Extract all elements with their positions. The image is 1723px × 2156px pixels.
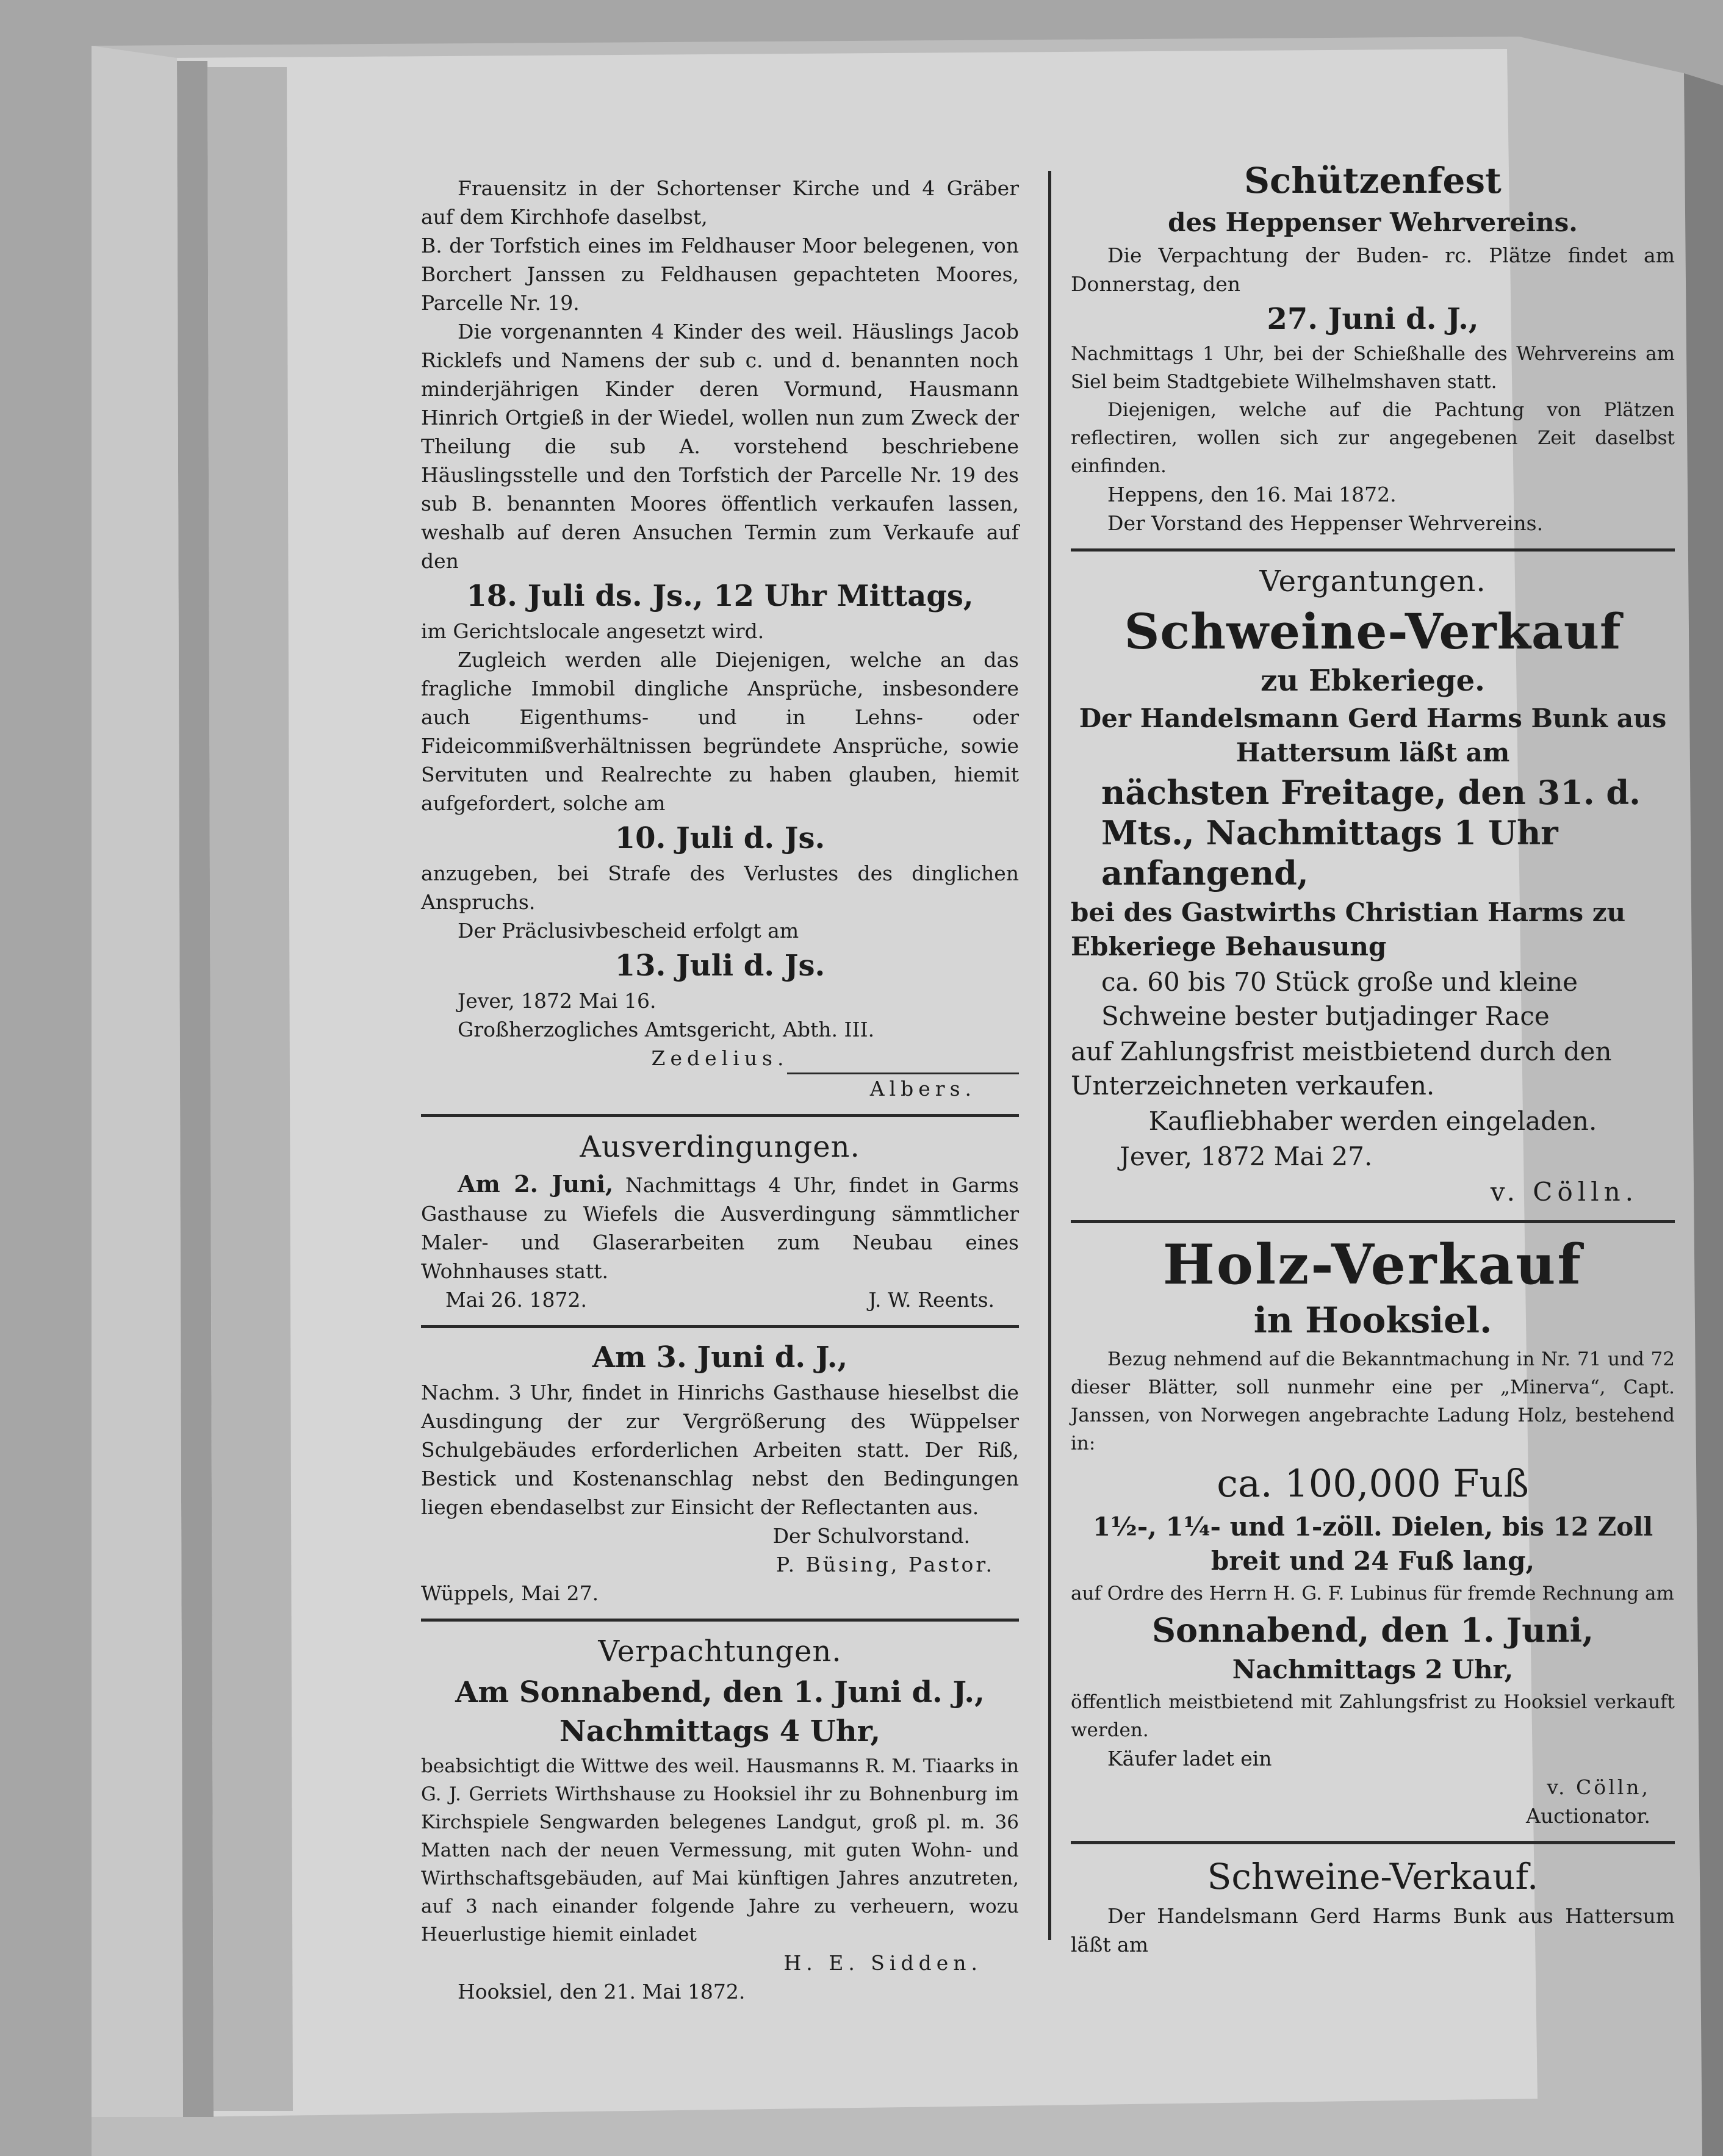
paragraph: Die Verpachtung der Buden- rc. Plätze findet am Donnerstag, den: [1071, 243, 1675, 296]
place-date: Jever, 1872 Mai 16.: [458, 989, 656, 1013]
separator: [421, 1325, 1019, 1328]
ad-subtitle: in Hooksiel.: [1253, 1299, 1492, 1341]
paragraph: Der Handelsmann Gerd Harms Bunk aus Hattersum läßt am: [1071, 1904, 1675, 1957]
footer-line: [421, 1285, 1019, 1314]
ad-subtitle: des Heppenser Wehrvereins.: [1168, 207, 1578, 237]
signature: H. E. Sidden.: [783, 1951, 982, 1975]
text-line: ca. 60 bis 70 Stück große und kleine Schweine bester butjadinger Race: [1101, 967, 1578, 1031]
paragraph: Nachm. 3 Uhr, findet in Hinrichs Gasthause hieselbst die Ausdingung der zur Vergrößerung des Wüppelser Schulgebäudes erforderlichen Arbeiten statt. Der Riß, Bestick und Kostenanschlag nebst den Bedingungen liegen ebendaselbst zur Einsicht der Reflectanten aus.: [421, 1381, 1019, 1519]
left-column: [421, 174, 1019, 2017]
paragraph: Frauensitz in der Schortenser Kirche und 4 Gräber auf dem Kirchhofe daselbst,: [421, 176, 1019, 229]
paragraph: Diejenigen, welche auf die Pachtung von Plätzen reflectiren, wollen sich zur angegebenen Zeit daselbst einfinden.: [1071, 399, 1675, 477]
date-heading: 27. Juni d. J.,: [1267, 302, 1479, 336]
paragraph: im Gerichtslocale angesetzt wird.: [421, 619, 764, 643]
right-column: [1071, 156, 1675, 1970]
paragraph: Nachmittags 1 Uhr, bei der Schießhalle des Wehrvereins am Siel beim Stadtgebiete Wilhelmshaven statt.: [1071, 343, 1675, 393]
notice-holz-verkauf: [1071, 1234, 1675, 1830]
paragraph: Käufer ladet ein: [1107, 1747, 1272, 1770]
place-date: Jever, 1872 Mai 27.: [1120, 1141, 1373, 1171]
date-heading: Sonnabend, den 1. Juni,: [1152, 1611, 1594, 1650]
paragraph: Der Präclusivbescheid erfolgt am: [458, 919, 799, 943]
place-date: Heppens, den 16. Mai 1872.: [1107, 483, 1397, 506]
paragraph: öffentlich meistbietend mit Zahlungsfrist zu Hooksiel verkauft werden.: [1071, 1691, 1675, 1741]
text-line: Kaufliebhaber werden eingeladen.: [1148, 1106, 1597, 1136]
date-heading: Am Sonnabend, den 1. Juni d. J.,: [455, 1675, 985, 1709]
spec-line: 1½-, 1¼- und 1-zöll. Dielen, bis 12 Zoll breit und 24 Fuß lang,: [1092, 1512, 1653, 1576]
notice-ausverdingung: [421, 1128, 1019, 1314]
ad-title: Holz-Verkauf: [1162, 1232, 1583, 1297]
ad-subtitle: zu Ebkeriege.: [1261, 664, 1485, 698]
text-line: Der Handelsmann Gerd Harms Bunk aus Hattersum läßt am: [1079, 703, 1667, 767]
signature: Albers.: [787, 1073, 1019, 1103]
separator: [1071, 548, 1675, 552]
signature: v. Cölln,: [1547, 1775, 1650, 1799]
paragraph: auf Ordre des Herrn H. G. F. Lubinus für fremde Rechnung am: [1071, 1583, 1674, 1604]
text-line: nächsten Freitage, den 31. d. Mts., Nachmittags 1 Uhr anfangend,: [1101, 773, 1641, 893]
separator: [421, 1114, 1019, 1117]
column-divider: [1048, 171, 1051, 1940]
notice-schweine-verkauf: [1071, 1855, 1675, 1959]
date-heading: Am 2. Juni,: [458, 1170, 614, 1198]
notice-auction-estate: [421, 174, 1019, 1103]
paragraph: B. der Torfstich eines im Feldhauser Moor belegenen, von Borchert Janssen zu Feldhausen gepachteten Moores, Parcelle Nr. 19.: [421, 234, 1019, 315]
paragraph: Zugleich werden alle Diejenigen, welche an das fragliche Immobil dingliche Ansprüche, insbesondere auch Eigenthums- und in Lehns- oder Fideicommißverhältnissen begründete Ansprüche, sowie Servituten und Realrechte zu haben glauben, hiemit aufgefordert, solche am: [421, 648, 1019, 815]
date-heading: Am 3. Juni d. J.,: [592, 1340, 848, 1374]
separator: [1071, 1841, 1675, 1844]
separator: [421, 1619, 1019, 1622]
signature: J. W. Reents.: [868, 1288, 995, 1312]
place-date: Hooksiel, den 21. Mai 1872.: [458, 1980, 746, 2003]
paragraph: anzugeben, bei Strafe des Verlustes des dinglichen Anspruchs.: [421, 861, 1019, 914]
date-heading: 13. Juli d. Js.: [614, 949, 826, 983]
signature: Der Vorstand des Heppenser Wehrvereins.: [1107, 511, 1544, 535]
time-heading: Nachmittags 2 Uhr,: [1232, 1655, 1514, 1684]
text-line: auf Zahlungsfrist meistbietend durch den Unterzeichneten verkaufen.: [1071, 1037, 1612, 1101]
court-name: Großherzogliches Amtsgericht, Abth. III.: [458, 1018, 875, 1041]
date: Mai 26. 1872.: [445, 1288, 587, 1312]
notice-schulgebaeude: [421, 1339, 1019, 1608]
separator: [1071, 1220, 1675, 1223]
time-heading: Nachmittags 4 Uhr,: [559, 1714, 881, 1748]
signature: Der Schulvorstand.: [772, 1524, 970, 1548]
signature: Zedelius.: [651, 1046, 789, 1070]
notice-schuetzenfest: [1071, 159, 1675, 537]
paragraph: beabsichtigt die Wittwe des weil. Hausmanns R. M. Tiaarks in G. J. Gerriets Wirthshause zu Hooksiel ihr zu Bohnenburg im Kirchspiele Sengwarden belegenes Landgut, groß pl. m. 36 Matten nach der neuen Vermessung, mit guten Wohn- und Wirthschaftsgebäuden, auf Mai künftigen Jahres anzutreten, auf 3 nach einander folgende Jahre zu verheuern, wozu Heuerlustige hiemit einladet: [421, 1755, 1019, 1946]
paragraph: [421, 1170, 1019, 1285]
notice-verpachtung: [421, 1633, 1019, 2006]
signature: v. Cölln.: [1490, 1177, 1638, 1207]
section-title: Verpachtungen.: [598, 1634, 842, 1669]
ad-title: Schweine-Verkauf.: [1207, 1856, 1539, 1897]
paragraph: Die vorgenannten 4 Kinder des weil. Häuslings Jacob Ricklefs und Namens der sub c. und d. benannten noch minderjährigen Kinder deren Vormund, Hausmann Hinrich Ortgieß in der Wiedel, wollen nun zum Zweck der Theilung die sub A. vorstehend beschriebene Häuslingsstelle und den Torfstich der Parcelle Nr. 19 des sub B. benannten Moores öffentlich verkaufen lassen, weshalb auf deren Ansuchen Termin zum Verkaufe auf den: [421, 320, 1019, 573]
date-heading: 18. Juli ds. Js., 12 Uhr Mittags,: [466, 579, 974, 613]
section-title: Vergantungen.: [1259, 564, 1486, 598]
place-date: Wüppels, Mai 27.: [421, 1581, 599, 1605]
notice-schweine-verkauf-ebkeriege: [1071, 562, 1675, 1209]
amount-heading: ca. 100,000 Fuß: [1217, 1461, 1529, 1506]
section-title: Ausverdingungen.: [580, 1130, 860, 1164]
signature: Auctionator.: [1526, 1804, 1650, 1828]
signature: P. Büsing, Pastor.: [776, 1553, 995, 1576]
ad-title: Schützenfest: [1244, 160, 1502, 201]
paragraph: Bezug nehmend auf die Bekanntmachung in Nr. 71 und 72 dieser Blätter, soll nunmehr eine per „Minerva“, Capt. Janssen, von Norwegen angebrachte Ladung Holz, bestehend in:: [1071, 1348, 1675, 1454]
ad-title: Schweine-Verkauf: [1124, 603, 1622, 660]
paragraph-text: Nachmittags 4 Uhr, findet in Garms Gasthause zu Wiefels die Ausverdingung sämmtlicher Maler- und Glaserarbeiten zum Neubau eines Wohnhauses statt.: [421, 1173, 1019, 1283]
date-heading: 10. Juli d. Js.: [614, 821, 826, 855]
text-line: bei des Gastwirths Christian Harms zu Ebkeriege Behausung: [1071, 897, 1626, 961]
